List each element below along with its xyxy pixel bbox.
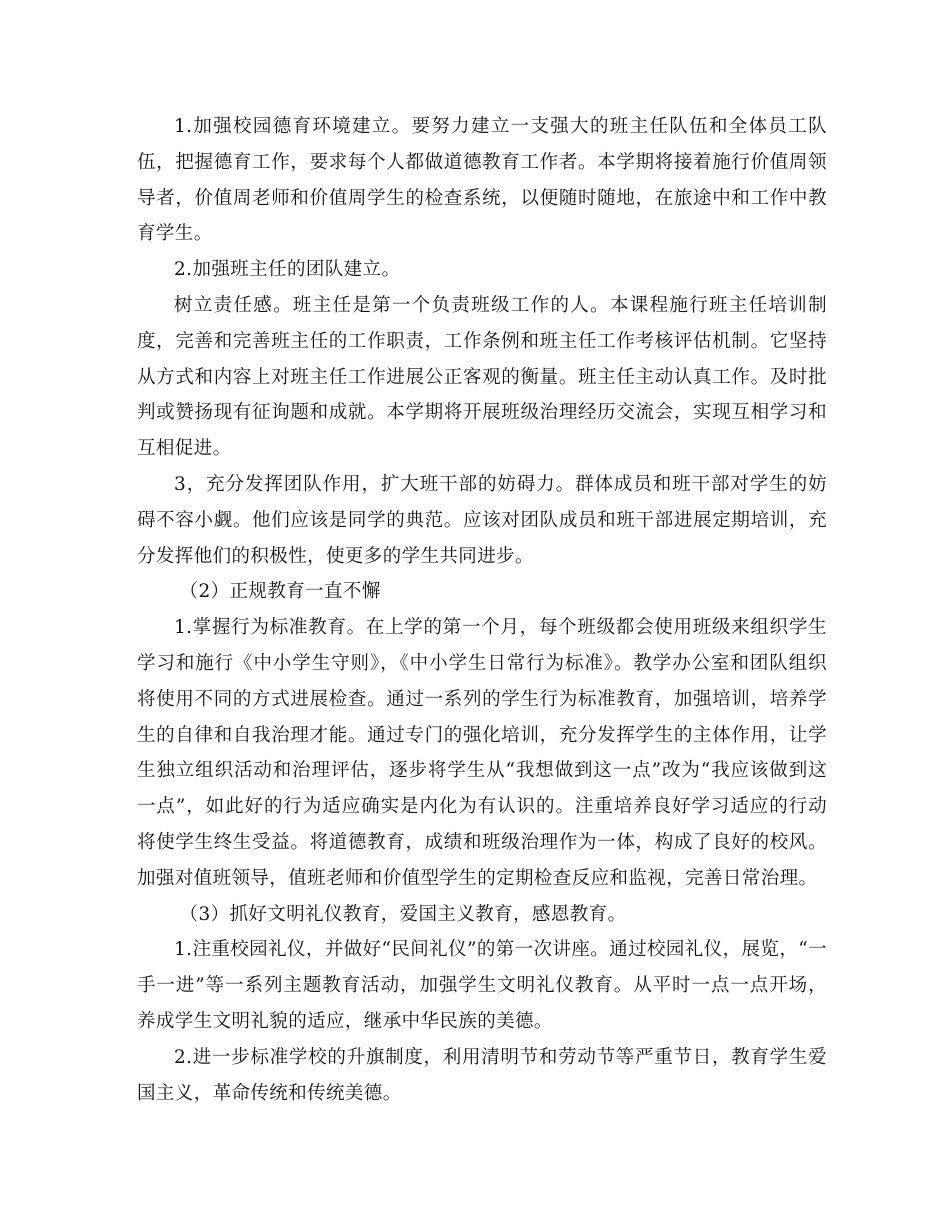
paragraph-campus-etiquette: 1.注重校园礼仪，并做好“民间礼仪”的第一次讲座。通过校园礼仪，展览，“一手一进”等一系列主题教育活动，加强学生文明礼仪教育。从平时一点一点开场，养成学生文明礼貌的适应，继承中华民族的美德。 [137, 939, 827, 1032]
document-body [137, 109, 827, 1111]
paragraph-flag-raising: 2.进一步标准学校的升旗制度，利用清明节和劳动节等严重节日，教育学生爱国主义，革命传统和传统美德。 [137, 1046, 827, 1104]
paragraph-campus-moral-environment: 1.加强校园德育环境建立。要努力建立一支强大的班主任队伍和全体员工队伍，把握德育工作，要求每个人都做道德教育工作者。本学期将接着施行价值周领导者，价值周老师和价值周学生的检查系统，以便随时随地，在旅途中和工作中教育学生。 [137, 116, 827, 245]
section-heading-regular-education: （2）正规教育一直不懈 [179, 581, 381, 603]
paragraph-team-role: 3，充分发挥团队作用，扩大班干部的妨碍力。群体成员和班干部对学生的妨碍不容小觑。他们应该是同学的典范。应该对团队成员和班干部进展定期培训，充分发挥他们的积极性，使更多的学生共同进步。 [137, 473, 827, 567]
paragraph-head-teacher-team-heading: 2.加强班主任的团队建立。 [174, 259, 401, 281]
paragraph-behavior-standards: 1.掌握行为标准教育。在上学的第一个月，每个班级都会使用班级来组织学生学习和施行《中小学生守则》，《中小学生日常行为标准》。教学办公室和团队组织将使用不同的方式进展检查。通过一系列的学生行为标准教育，加强培训，培养学生的自律和自我治理才能。通过专门的强化培训，充分发挥学生的主体作用，让学生独立组织活动和治理评估，逐步将学生从“我想做到这一点”改为“我应该做到这一点”，如此好的行为适应确实是内化为有认识的。注重培养良好学习适应的行动将使学生终生受益。将道德教育，成绩和班级治理作为一体，构成了良好的校风。加强对值班领导，值班老师和价值型学生的定期检查反应和监视，完善日常治理。 [137, 617, 827, 889]
paragraph-responsibility: 树立责任感。班主任是第一个负责班级工作的人。本课程施行班主任培训制度，完善和完善班主任的工作职责，工作条例和班主任工作考核评估机制。它坚持从方式和内容上对班主任工作进展公正客观的衡量。班主任主动认真工作。及时批判或赞扬现有征询题和成就。本学期将开展班级治理经历交流会，实现互相学习和互相促进。 [137, 294, 827, 460]
section-heading-etiquette-education: （3）抓好文明礼仪教育，爱国主义教育，感恩教育。 [179, 903, 627, 925]
